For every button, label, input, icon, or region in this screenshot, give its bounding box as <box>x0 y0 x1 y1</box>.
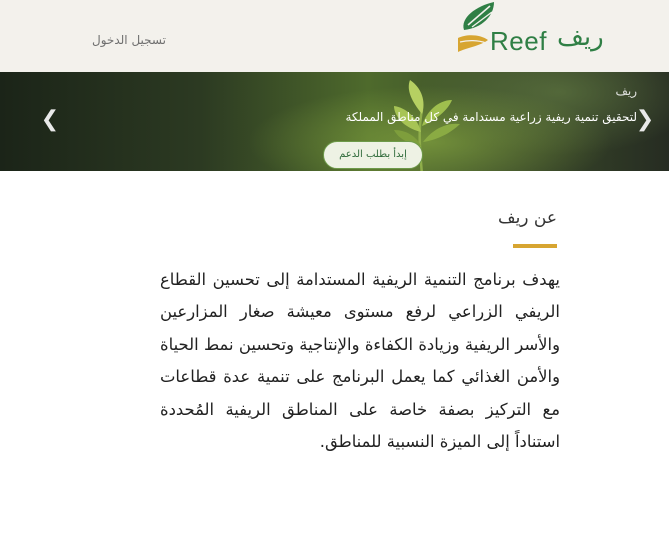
chevron-right-icon: ❯ <box>635 107 655 132</box>
heading-underline <box>513 244 557 248</box>
hero-banner <box>0 72 669 171</box>
hero-title: لتحقيق تنمية ريفية زراعية مستدامة في كل مناطق المملكة <box>345 110 637 124</box>
logo-text-en: Reef <box>490 26 547 56</box>
login-link[interactable]: تسجيل الدخول <box>92 33 166 47</box>
carousel-next-button[interactable] <box>632 105 658 135</box>
site-header <box>0 0 669 72</box>
request-support-button[interactable]: إبدأ بطلب الدعم <box>323 141 423 169</box>
chevron-left-icon: ❮ <box>40 107 60 132</box>
carousel-prev-button[interactable] <box>37 105 63 135</box>
hero-label: ريف <box>615 84 637 98</box>
about-heading: عن ريف <box>497 208 557 228</box>
logo-text-ar: ريف <box>557 22 604 52</box>
about-paragraph: يهدف برنامج التنمية الريفية المستدامة إلى تحسين القطاع الريفي الزراعي لرفع مستوى معيشة صغار المزارعين والأسر الريفية وزيادة الكفاءة والإنتاجية وتحسين نمط الحياة والأمن الغذائي كما يعمل البرنامج على تنمية عدة قطاعات مع التركيز بصفة خاصة على المناطق الريفية المُحددة استناداً إلى الميزة النسبية للمناطق. <box>160 270 560 452</box>
reef-logo[interactable] <box>445 0 615 62</box>
